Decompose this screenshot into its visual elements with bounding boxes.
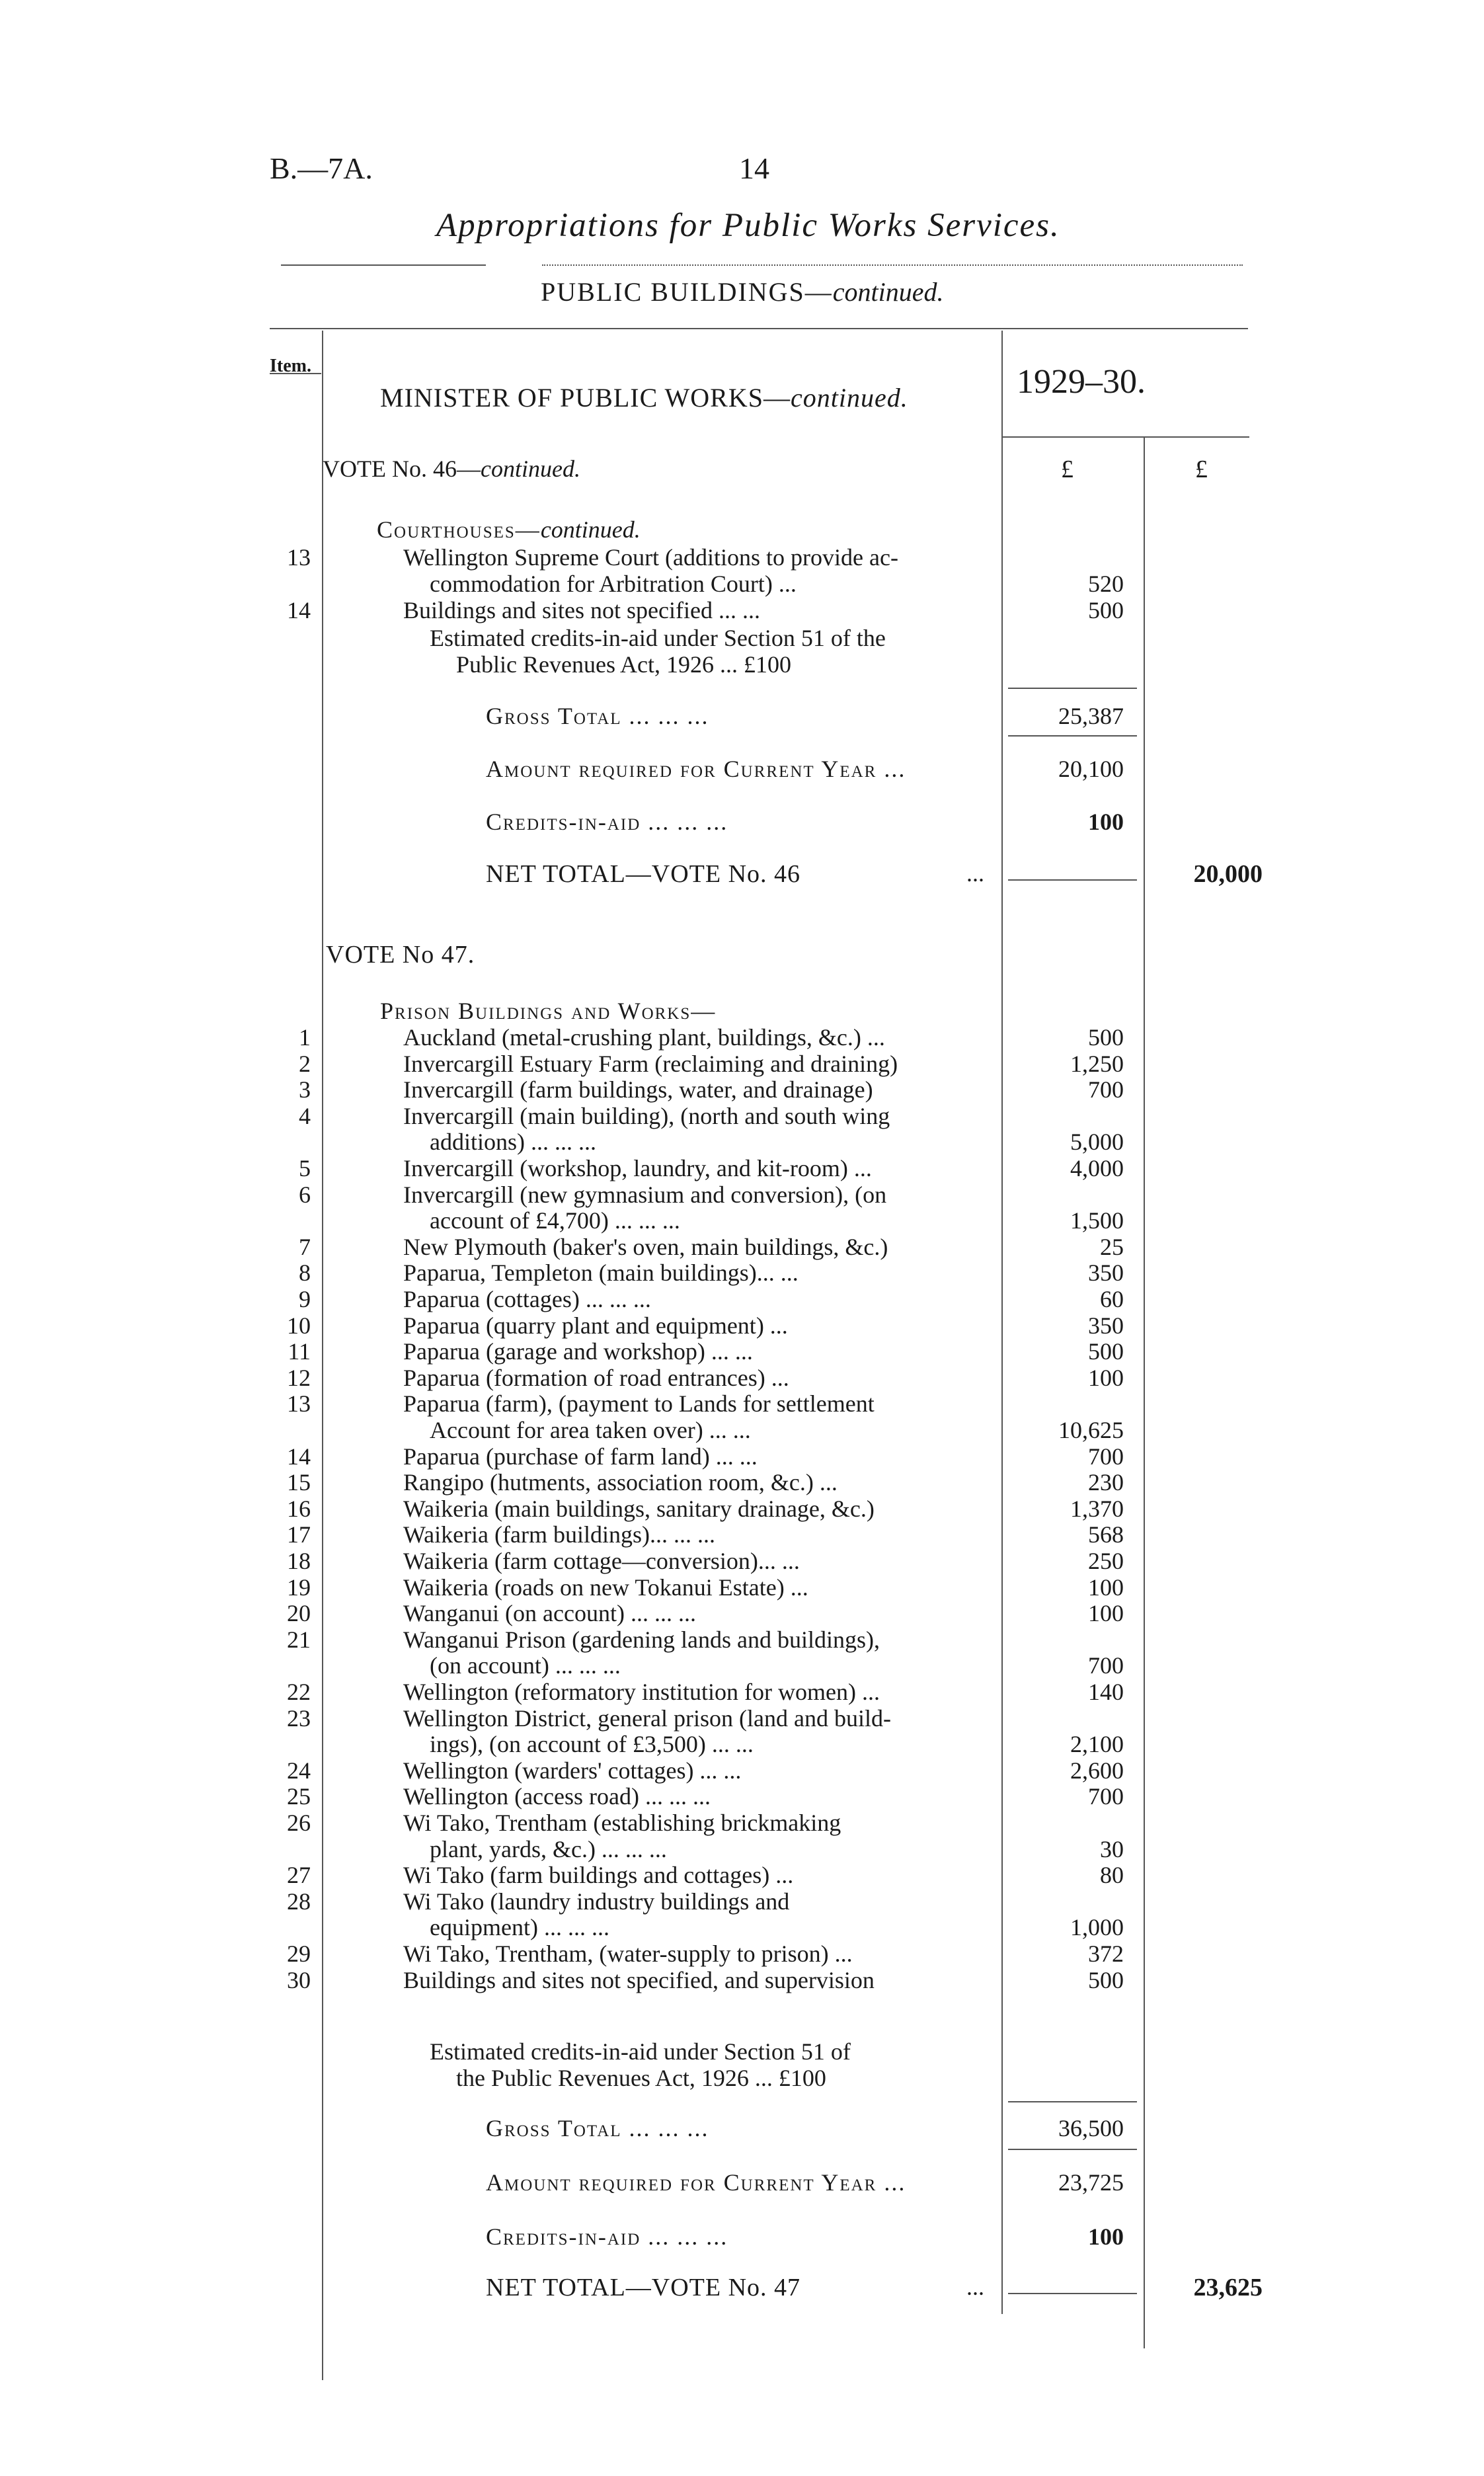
item-description: Wellington District, general prison (land and build- [403, 1704, 891, 1732]
year-header-rule [1001, 436, 1249, 438]
item-description: New Plymouth (baker's oven, main buildings, &c.) [403, 1233, 888, 1260]
amount-column-divider [1001, 331, 1003, 2314]
pound-sign-net-column: £ [1195, 456, 1208, 483]
gross-total-label: Gross Total ... ... ... [486, 703, 709, 729]
document-reference: B.—7A. [270, 151, 373, 185]
item-number: 9 [299, 1286, 311, 1312]
credits-note-line1: Estimated credits-in-aid under Section 51 of [430, 2038, 851, 2065]
net-total-rule [1008, 879, 1137, 881]
minister-heading: MINISTER OF PUBLIC WORKS—continued. [380, 383, 908, 413]
vote-46-heading: VOTE No. 46—continued. [323, 456, 580, 482]
item-description: Paparua, Templeton (main buildings)... ... [403, 1259, 799, 1287]
item-number: 18 [287, 1548, 311, 1574]
item-number: 13 [287, 544, 311, 571]
item-column-divider [322, 331, 323, 2380]
item-description: Invercargill (main building), (north and south wing [403, 1102, 890, 1129]
credits-note-line1: Estimated credits-in-aid under Section 51 of the [430, 625, 886, 651]
item-description: Waikeria (roads on new Tokanui Estate) ... [403, 1574, 808, 1601]
item-number: 25 [287, 1783, 311, 1810]
item-number: 12 [287, 1364, 311, 1391]
credits-note-line2: Public Revenues Act, 1926 ... £100 [456, 651, 791, 678]
item-amount: 500 [1088, 597, 1124, 623]
item-number: 27 [287, 1862, 311, 1889]
item-description: Invercargill (farm buildings, water, and drainage) [403, 1076, 873, 1103]
item-amount: 700 [1088, 1443, 1124, 1470]
item-number: 21 [287, 1626, 311, 1653]
item-amount: 30 [1100, 1835, 1124, 1862]
title-rule-right [542, 264, 1243, 266]
item-description-cont: (on account) ... ... ... [430, 1652, 621, 1679]
item-description-cont: additions) ... ... ... [430, 1129, 596, 1156]
net-column-divider [1144, 438, 1145, 2348]
credits-in-aid-value: 100 [1088, 2223, 1124, 2250]
item-number: 22 [287, 1679, 311, 1705]
item-description: Wellington (warders' cottages) ... ... [403, 1757, 742, 1784]
subtotal-rule [1008, 2101, 1137, 2102]
gross-total-value: 36,500 [1058, 2115, 1124, 2141]
item-number: 2 [299, 1050, 311, 1077]
item-number: 14 [287, 1443, 311, 1470]
item-description: Paparua (purchase of farm land) ... ... [403, 1443, 758, 1470]
gross-total-rule [1008, 735, 1137, 737]
item-number: 16 [287, 1495, 311, 1522]
table-row [264, 543, 992, 603]
credits-in-aid-value: 100 [1088, 809, 1124, 835]
item-description: Wi Tako (farm buildings and cottages) ... [403, 1862, 794, 1889]
item-number: 26 [287, 1810, 311, 1836]
item-description-cont: commodation for Arbitration Court) ... [430, 571, 797, 597]
item-amount: 100 [1088, 1600, 1124, 1627]
item-amount: 2,100 [1070, 1731, 1124, 1758]
item-description: Paparua (formation of road entrances) ... [403, 1364, 789, 1391]
net-total-value: 20,000 [1193, 860, 1263, 888]
item-amount: 10,625 [1058, 1417, 1124, 1443]
table-row [264, 596, 992, 623]
item-description: Invercargill (workshop, laundry, and kit-room) ... [403, 1155, 872, 1181]
section-subtitle: PUBLIC BUILDINGS—continued. [541, 277, 944, 307]
item-number: 30 [287, 1966, 311, 1993]
item-amount: 4,000 [1070, 1155, 1124, 1181]
item-description: Wellington (access road) ... ... ... [403, 1783, 711, 1810]
item-number: 24 [287, 1757, 311, 1784]
item-description: Waikeria (farm buildings)... ... ... [403, 1521, 715, 1548]
credits-note-line2: the Public Revenues Act, 1926 ... £100 [456, 2065, 826, 2091]
amount-required-value: 23,725 [1058, 2169, 1124, 2196]
item-description: Invercargill (new gymnasium and conversion), (on [403, 1181, 887, 1208]
item-amount: 568 [1088, 1521, 1124, 1548]
item-amount: 700 [1088, 1652, 1124, 1679]
item-number: 20 [287, 1600, 311, 1627]
item-description: Waikeria (farm cottage—conversion)... ... [403, 1548, 800, 1574]
net-total-label: NET TOTAL—VOTE No. 46 [486, 860, 801, 888]
net-total-dots: ... [966, 860, 984, 887]
amount-required-label: Amount required for Current Year ... [486, 2169, 906, 2196]
item-description: Paparua (farm), (payment to Lands for settlement [403, 1390, 875, 1418]
net-total-dots: ... [966, 2274, 984, 2300]
item-description: Rangipo (hutments, association room, &c.) ... [403, 1469, 838, 1496]
item-description-cont: plant, yards, &c.) ... ... ... [430, 1835, 667, 1862]
item-number: 14 [287, 597, 311, 623]
item-description-cont: account of £4,700) ... ... ... [430, 1207, 680, 1234]
item-description: Wi Tako, Trentham (establishing brickmaking [403, 1810, 841, 1836]
item-amount: 700 [1088, 1076, 1124, 1103]
item-description-cont: ings), (on account of £3,500) ... ... [430, 1731, 754, 1758]
item-amount: 1,500 [1070, 1207, 1124, 1234]
item-amount: 500 [1088, 1966, 1124, 1993]
gross-total-rule [1008, 2149, 1137, 2150]
item-description: Paparua (cottages) ... ... ... [403, 1286, 651, 1312]
item-description: Wanganui Prison (gardening lands and buildings), [403, 1626, 880, 1653]
item-description: Wi Tako, Trentham, (water-supply to prison) ... [403, 1940, 853, 1967]
vote-47-heading: VOTE No 47. [326, 941, 475, 969]
item-amount: 60 [1100, 1286, 1124, 1312]
item-description: Wellington Supreme Court (additions to provide ac- [403, 544, 898, 571]
item-amount: 372 [1088, 1940, 1124, 1967]
item-description: Paparua (garage and workshop) ... ... [403, 1338, 753, 1365]
item-description: Waikeria (main buildings, sanitary drainage, &c.) [403, 1495, 875, 1522]
item-number: 29 [287, 1940, 311, 1967]
gross-total-label: Gross Total ... ... ... [486, 2115, 709, 2141]
item-number: 7 [299, 1233, 311, 1260]
item-amount: 700 [1088, 1783, 1124, 1810]
prison-section-heading: Prison Buildings and Works— [380, 998, 717, 1024]
credits-in-aid-label: Credits-in-aid ... ... ... [486, 2223, 728, 2250]
item-description-cont: equipment) ... ... ... [430, 1914, 609, 1941]
item-column-header: Item. [270, 356, 311, 376]
page-number: 14 [739, 151, 769, 185]
net-total-label: NET TOTAL—VOTE No. 47 [486, 2274, 801, 2301]
item-amount: 350 [1088, 1312, 1124, 1339]
item-description: Buildings and sites not specified, and supervision [403, 1966, 875, 1993]
page-title: Appropriations for Public Works Services. [436, 207, 1060, 244]
year-column-header: 1929–30. [1017, 363, 1146, 401]
item-amount: 1,250 [1070, 1050, 1124, 1077]
item-number: 15 [287, 1469, 311, 1496]
item-number: 3 [299, 1076, 311, 1103]
table-top-rule [270, 328, 1248, 329]
item-number: 10 [287, 1312, 311, 1339]
item-amount: 1,000 [1070, 1914, 1124, 1941]
item-number: 23 [287, 1704, 311, 1732]
item-amount: 520 [1088, 571, 1124, 597]
item-number: 17 [287, 1521, 311, 1548]
pound-sign-amount-column: £ [1061, 456, 1074, 483]
net-total-value: 23,625 [1193, 2274, 1263, 2301]
courthouses-section-heading: Courthouses—continued. [377, 516, 641, 543]
item-amount: 2,600 [1070, 1757, 1124, 1784]
item-amount: 500 [1088, 1024, 1124, 1051]
item-description: Buildings and sites not specified ... ... [403, 597, 760, 623]
item-amount: 250 [1088, 1548, 1124, 1574]
item-number: 4 [299, 1102, 311, 1129]
gross-total-value: 25,387 [1058, 703, 1124, 729]
item-number: 1 [299, 1024, 311, 1051]
item-number: 8 [299, 1259, 311, 1287]
item-amount: 350 [1088, 1259, 1124, 1287]
amount-required-value: 20,100 [1058, 756, 1124, 782]
item-amount: 80 [1100, 1862, 1124, 1889]
item-description: Invercargill Estuary Farm (reclaiming and draining) [403, 1050, 898, 1077]
item-amount: 230 [1088, 1469, 1124, 1496]
item-number: 11 [288, 1338, 311, 1365]
item-number: 19 [287, 1574, 311, 1601]
item-amount: 500 [1088, 1338, 1124, 1365]
item-amount: 140 [1088, 1679, 1124, 1705]
item-description: Auckland (metal-crushing plant, buildings, &c.) ... [403, 1024, 885, 1051]
item-amount: 5,000 [1070, 1129, 1124, 1156]
item-number: 6 [299, 1181, 311, 1208]
item-description: Paparua (quarry plant and equipment) ... [403, 1312, 788, 1339]
item-number: 5 [299, 1155, 311, 1181]
item-amount: 100 [1088, 1574, 1124, 1601]
title-rule-left [281, 264, 486, 266]
item-number: 28 [287, 1888, 311, 1915]
item-description: Wi Tako (laundry industry buildings and [403, 1888, 790, 1915]
item-amount: 100 [1088, 1364, 1124, 1391]
item-amount: 1,370 [1070, 1495, 1124, 1522]
item-description-cont: Account for area taken over) ... ... [430, 1416, 751, 1443]
item-description: Wanganui (on account) ... ... ... [403, 1600, 696, 1627]
subtotal-rule [1008, 688, 1137, 689]
item-description: Wellington (reformatory institution for women) ... [403, 1679, 880, 1705]
credits-in-aid-label: Credits-in-aid ... ... ... [486, 809, 728, 835]
amount-required-label: Amount required for Current Year ... [486, 756, 906, 782]
item-amount: 25 [1100, 1233, 1124, 1260]
item-number: 13 [287, 1390, 311, 1418]
net-total-rule [1008, 2293, 1137, 2294]
